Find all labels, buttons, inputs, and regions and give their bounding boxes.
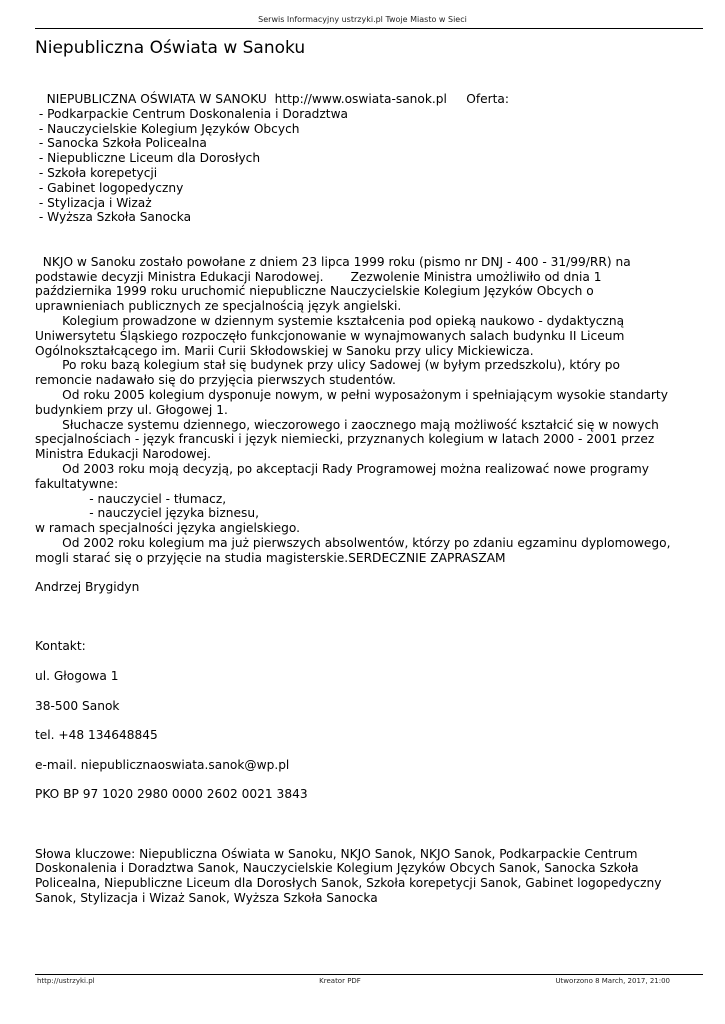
offer-section xyxy=(35,92,685,225)
article-section xyxy=(35,255,685,566)
page-title: Niepubliczna Oświata w Sanoku xyxy=(35,38,306,58)
spacer xyxy=(35,684,685,699)
contact-section xyxy=(35,639,685,802)
signature: Andrzej Brygidyn xyxy=(35,580,140,595)
article-line: Uniwersytetu Śląskiego rozpoczęło funkcjonowanie w wynajmowanych salach budynku II Liceum xyxy=(35,328,625,343)
spacer xyxy=(35,595,685,610)
keywords-section xyxy=(35,847,685,906)
spacer xyxy=(35,225,685,240)
offer-item: - Szkoła korepetycji xyxy=(35,165,158,180)
article-line: - nauczyciel języka biznesu, xyxy=(35,506,259,521)
contact-street: ul. Głogowa 1 xyxy=(35,669,119,684)
offer-item: - Sanocka Szkoła Policealna xyxy=(35,136,207,151)
spacer xyxy=(35,610,685,625)
spacer xyxy=(35,743,685,758)
footer-generator: Kreator PDF xyxy=(319,977,361,985)
offer-item: - Wyższa Szkoła Sanocka xyxy=(35,210,192,225)
article-line: fakultatywne: xyxy=(35,476,119,491)
offer-intro: NIEPUBLICZNA OŚWIATA W SANOKU http://www.oswiata-sanok.pl Oferta: xyxy=(35,92,510,106)
article-line: Po roku bazą kolegium stał się budynek przy ulicy Sadowej (w byłym przedszkolu), który po xyxy=(35,358,620,373)
footer-site-link[interactable]: http://ustrzyki.pl xyxy=(37,977,95,985)
header-divider xyxy=(35,28,703,29)
offer-item: - Podkarpackie Centrum Doskonalenia i Doradztwa xyxy=(35,106,349,121)
document-body xyxy=(35,92,685,906)
spacer xyxy=(35,625,685,640)
offer-item: - Stylizacja i Wizaż xyxy=(35,195,152,210)
footer-created-date: Utworzono 8 March, 2017, 21:00 xyxy=(555,977,670,985)
article-line: podstawie decyzji Ministra Edukacji Narodowej. Zezwolenie Ministra umożliwiło od dnia 1 xyxy=(35,269,602,284)
spacer xyxy=(35,566,685,581)
article-line: Od 2002 roku kolegium ma już pierwszych absolwentów, którzy po zdaniu egzaminu dyplomowego, xyxy=(35,535,671,550)
contact-city: 38-500 Sanok xyxy=(35,698,120,713)
article-line: Od 2003 roku moją decyzją, po akceptacji Rady Programowej można realizować nowe programy xyxy=(35,461,650,476)
article-line: Ministra Edukacji Narodowej. xyxy=(35,447,212,462)
spacer xyxy=(35,713,685,728)
contact-email: e-mail. niepublicznaoswiata.sanok@wp.pl xyxy=(35,757,290,772)
article-line: Słuchacze systemu dziennego, wieczorowego i zaocznego mają możliwość kształcić się w nowych xyxy=(35,417,659,432)
article-line: października 1999 roku uruchomić niepubliczne Nauczycielskie Kolegium Języków Obcych o xyxy=(35,284,594,299)
article-line: uprawnieniach publicznych ze specjalnością język angielski. xyxy=(35,299,402,314)
keywords-line: Sanok, Stylizacja i Wizaż Sanok, Wyższa Szkoła Sanocka xyxy=(35,891,378,906)
article-line: - nauczyciel - tłumacz, xyxy=(35,491,227,506)
article-line: remoncie nadawało się do przyjęcia pierwszych studentów. xyxy=(35,373,396,388)
article-line: Ogólnokształcącego im. Marii Curii Skłodowskiej w Sanoku przy ulicy Mickiewicza. xyxy=(35,343,534,358)
article-line: Od roku 2005 kolegium dysponuje nowym, w pełni wyposażonym i spełniającym wysokie standarty xyxy=(35,387,668,402)
article-line: w ramach specjalności języka angielskiego. xyxy=(35,521,301,536)
spacer xyxy=(35,802,685,817)
keywords-line: Słowa kluczowe: Niepubliczna Oświata w Sanoku, NKJO Sanok, NKJO Sanok, Podkarpackie Centrum xyxy=(35,846,638,861)
spacer xyxy=(35,832,685,847)
offer-item: - Niepubliczne Liceum dla Dorosłych xyxy=(35,151,261,166)
spacer xyxy=(35,773,685,788)
article-line: NKJO w Sanoku zostało powołane z dniem 23 lipca 1999 roku (pismo nr DNJ - 400 - 31/99/RR) na xyxy=(35,254,631,269)
spacer xyxy=(35,240,685,255)
contact-label: Kontakt: xyxy=(35,639,86,654)
contact-phone: tel. +48 134648845 xyxy=(35,728,158,743)
article-line: mogli starać się o przyjęcie na studia magisterskie.SERDECZNIE ZAPRASZAM xyxy=(35,550,506,565)
spacer xyxy=(35,654,685,669)
offer-item: - Nauczycielskie Kolegium Języków Obcych xyxy=(35,121,300,136)
article-line: Kolegium prowadzone w dziennym systemie kształcenia pod opieką naukowo - dydaktyczną xyxy=(35,313,625,328)
keywords-line: Doskonalenia i Doradztwa Sanok, Nauczycielskie Kolegium Języków Obcych Sanok, Sanocka Szkoła xyxy=(35,861,639,876)
offer-item: - Gabinet logopedyczny xyxy=(35,180,184,195)
spacer xyxy=(35,817,685,832)
contact-bank-account: PKO BP 97 1020 2980 0000 2602 0021 3843 xyxy=(35,787,308,802)
article-line: budynkiem przy ul. Głogowej 1. xyxy=(35,402,228,417)
header-site-text: Serwis Informacyjny ustrzyki.pl Twoje Miasto w Sieci xyxy=(258,15,467,24)
article-line: specjalnościach - język francuski i język niemiecki, przyznanych kolegium w latach 2000 - 2001 przez xyxy=(35,432,655,447)
footer-divider xyxy=(35,974,703,975)
keywords-line: Policealna, Niepubliczne Liceum dla Dorosłych Sanok, Szkoła korepetycji Sanok, Gabinet logopedyczny xyxy=(35,876,662,891)
